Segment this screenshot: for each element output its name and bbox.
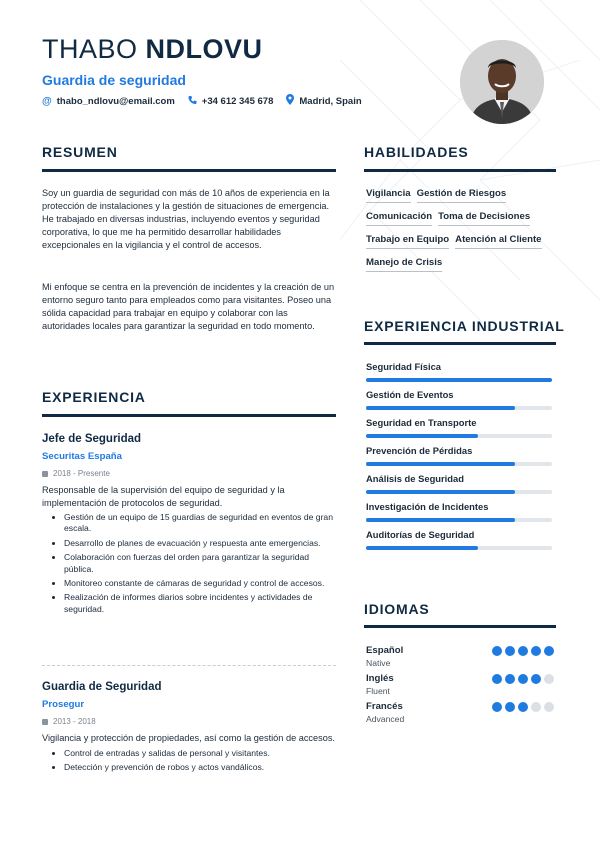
rating-dot-filled	[505, 646, 515, 656]
job-dates-text: 2018 - Presente	[53, 469, 110, 478]
language-rating	[492, 702, 554, 712]
rating-dot-filled	[544, 646, 554, 656]
rating-dot-filled	[518, 674, 528, 684]
language-level: Native	[366, 658, 391, 668]
industry-item	[366, 473, 552, 501]
job-entry	[42, 433, 338, 618]
summary-rule	[42, 169, 336, 172]
last-name: NDLOVU	[145, 34, 263, 64]
skill-tag: Trabajo en Equipo	[366, 234, 449, 249]
job-bullet: • Realización de informes diarios sobre incidentes y actividades de seguridad.	[64, 592, 338, 615]
language-item	[366, 701, 554, 729]
skill-row	[366, 211, 566, 226]
language-rating	[492, 674, 554, 684]
industry-bar-fill	[366, 378, 552, 382]
industry-heading: EXPERIENCIA INDUSTRIAL	[364, 318, 565, 334]
industry-label: Prevención de Pérdidas	[366, 445, 473, 456]
job-dates-text: 2013 - 2018	[53, 717, 96, 726]
location-text: Madrid, Spain	[299, 95, 362, 107]
skill-tag: Manejo de Crisis	[366, 257, 442, 272]
job-bullet: • Colaboración con fuerzas del orden para garantizar la seguridad pública.	[64, 552, 338, 575]
industry-item	[366, 501, 552, 529]
job-dates	[42, 717, 338, 726]
job-bullet-list	[42, 748, 338, 774]
skill-tag: Toma de Decisiones	[438, 211, 530, 226]
calendar-icon	[42, 719, 48, 725]
candidate-name	[42, 34, 263, 65]
languages-heading: IDIOMAS	[364, 601, 430, 617]
rating-dot-filled	[518, 646, 528, 656]
rating-dot-filled	[492, 702, 502, 712]
job-company: Prosegur	[42, 699, 85, 710]
rating-dot-filled	[531, 674, 541, 684]
industry-experience-list	[366, 361, 552, 557]
industry-bar-track	[366, 490, 552, 494]
industry-item	[366, 529, 552, 557]
profile-photo	[460, 40, 544, 124]
industry-bar-fill	[366, 406, 515, 410]
skills-list	[366, 188, 566, 280]
rating-dot-filled	[492, 646, 502, 656]
summary-heading: RESUMEN	[42, 144, 118, 160]
rating-dot-empty	[544, 674, 554, 684]
language-name: Español	[366, 645, 404, 656]
industry-bar-track	[366, 434, 552, 438]
phone-contact[interactable]	[188, 95, 274, 108]
rating-dot-filled	[518, 702, 528, 712]
job-entry	[42, 681, 338, 776]
industry-label: Gestión de Eventos	[366, 389, 454, 400]
job-company: Securitas España	[42, 451, 122, 462]
job-bullet: • Monitoreo constante de cámaras de seguridad y control de accesos.	[64, 578, 338, 589]
job-description: Responsable de la supervisión del equipo de seguridad y la implementación de protocolos de seguridad.	[42, 485, 285, 508]
rating-dot-filled	[505, 674, 515, 684]
industry-bar-fill	[366, 462, 515, 466]
industry-bar-track	[366, 378, 552, 382]
industry-item	[366, 389, 552, 417]
industry-bar-fill	[366, 490, 515, 494]
language-level: Fluent	[366, 686, 390, 696]
rating-dot-filled	[492, 674, 502, 684]
language-rating	[492, 646, 554, 656]
industry-bar-track	[366, 518, 552, 522]
industry-bar-track	[366, 546, 552, 550]
languages-list	[366, 645, 554, 729]
rating-dot-filled	[505, 702, 515, 712]
job-bullet: • Detección y prevención de robos y actos vandálicos.	[64, 762, 338, 773]
phone-icon	[188, 95, 197, 108]
industry-bar-track	[366, 406, 552, 410]
job-bullet: • Control de entradas y salidas de personal y visitantes.	[64, 748, 338, 759]
summary-paragraph-2: Mi enfoque se centra en la prevención de incidentes y la creación de un entorno seguro tanto para empleados como para visitantes. Poseo una sólida capacidad para trabajar en equipo y colaborar con las autoridades locales para garantizar la seguridad en todo momento.	[42, 282, 335, 331]
skill-row	[366, 234, 566, 249]
language-item	[366, 645, 554, 673]
industry-label: Investigación de Incidentes	[366, 501, 489, 512]
location-pin-icon	[286, 94, 294, 108]
industry-bar-fill	[366, 434, 478, 438]
contact-info	[42, 94, 362, 108]
skill-tag: Gestión de Riesgos	[417, 188, 507, 203]
industry-label: Seguridad en Transporte	[366, 417, 477, 428]
industry-rule	[364, 342, 556, 345]
skill-tag: Comunicación	[366, 211, 432, 226]
skill-tag: Atención al Cliente	[455, 234, 541, 249]
job-dates	[42, 469, 338, 478]
industry-label: Seguridad Física	[366, 361, 442, 372]
phone-text: +34 612 345 678	[201, 95, 274, 107]
industry-bar-track	[366, 462, 552, 466]
email-text: thabo_ndlovu@email.com	[56, 95, 175, 107]
job-bullet-list	[42, 512, 338, 615]
job-bullet: • Gestión de un equipo de 15 guardias de seguridad en eventos de gran escala.	[64, 512, 338, 535]
location-contact	[286, 94, 361, 108]
languages-rule	[364, 625, 556, 628]
skills-rule	[364, 169, 556, 172]
calendar-icon	[42, 471, 48, 477]
at-icon: @	[42, 95, 52, 107]
language-level: Advanced	[366, 714, 405, 724]
job-title: Guardia de Seguridad	[42, 681, 162, 693]
job-bullet: • Desarrollo de planes de evacuación y respuesta ante emergencias.	[64, 538, 338, 549]
skill-row	[366, 257, 566, 272]
summary-paragraph-1: Soy un guardia de seguridad con más de 10 años de experiencia en la protección de instalaciones y la gestión de situaciones de emergencia. He trabajado en diversas industrias, incluyendo eventos y seguridad corporativa, lo que me ha permitido desarrollar habilidades excepcionales en la vigilancia y el control de accesos.	[42, 188, 330, 250]
skills-heading: HABILIDADES	[364, 144, 469, 160]
first-name: THABO	[42, 34, 138, 64]
job-title: Jefe de Seguridad	[42, 433, 142, 445]
experience-heading: EXPERIENCIA	[42, 389, 146, 405]
language-name: Francés	[366, 701, 403, 712]
rating-dot-filled	[531, 646, 541, 656]
job-description: Vigilancia y protección de propiedades, así como la gestión de accesos.	[42, 733, 335, 743]
job-role: Guardia de seguridad	[42, 72, 186, 88]
rating-dot-empty	[531, 702, 541, 712]
industry-item	[366, 361, 552, 389]
industry-item	[366, 445, 552, 473]
job-divider	[42, 665, 336, 666]
industry-label: Auditorías de Seguridad	[366, 529, 475, 540]
language-name: Inglés	[366, 673, 394, 684]
industry-bar-fill	[366, 518, 515, 522]
language-item	[366, 673, 554, 701]
industry-label: Análisis de Seguridad	[366, 473, 464, 484]
experience-rule	[42, 414, 336, 417]
skill-tag: Vigilancia	[366, 188, 411, 203]
industry-bar-fill	[366, 546, 478, 550]
skill-row	[366, 188, 566, 203]
industry-item	[366, 417, 552, 445]
rating-dot-empty	[544, 702, 554, 712]
email-contact[interactable]	[42, 96, 175, 107]
